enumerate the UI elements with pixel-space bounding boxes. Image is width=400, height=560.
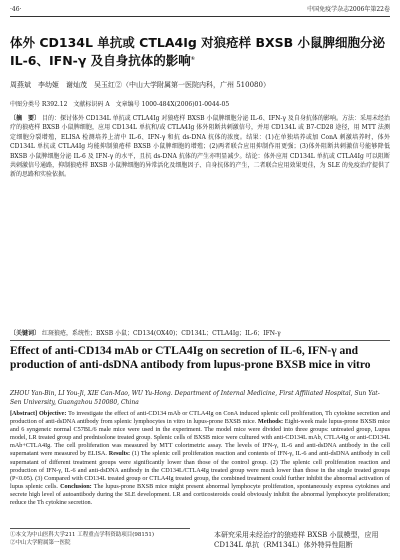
footnotes: [10, 528, 190, 547]
chinese-abstract-label: 〔摘 要〕: [10, 115, 41, 122]
results-label: Results:: [108, 450, 131, 458]
body-text-start: 本研究采用未经治疗的狼疮样 BXSB 小鼠模型，应用 CD134L 单抗（RM134L）体外特异性阻断: [214, 531, 379, 549]
methods-label: Methods:: [257, 418, 284, 426]
section-divider: [10, 340, 390, 341]
journal-name: 中国免疫学杂志2006年第22卷: [307, 6, 390, 13]
chinese-abstract-text: 目的：探讨体外 CD134L 单抗或 CTLA4Ig 对狼疮样 BXSB 小鼠脾细胞分泌 IL-6、IFN-γ 及自身抗体的影响。方法：采用未经治疗的狼疮样 BXSB 小鼠脾细胞，应用 CD134L 单抗和/或 CTLA4Ig 体外阻断共刺激信号，并用 CD134L 或 B7-CD28 途径，用 MTT 法测定细胞分裂增殖，ELISA 检测培养上清中 IL-6、IFN-γ 和抗 ds-DNA 抗体的浓度。结果：(1)在单独培养或加 ConA 刺激培养时，体外 CD134L 单抗或 CTLA4Ig 均能抑制狼疮样 BXSB 小鼠脾细胞的增殖；(2)两者联合应用抑制作用更强；(3)体外阻断共刺激信号能够降低 BXSB 小鼠脾细胞分泌 IL-6 及 IFN-γ 的水平，且抗 ds-DNA 抗体的产生亦明显减少。结论：体外应用 CD134L 单抗或 CTLA4Ig 可以阻断共刺激信号通路，抑制狼疮样 BXSB 小鼠脾细胞的异常活化及细胞因子、自身抗体的产生，二者联合应用效果更佳，为 SLE 的免疫治疗提供了新的思路和实验依据。: [10, 115, 390, 179]
chinese-title-text: 体外 CD134L 单抗或 CTLA4Ig 对狼疮样 BXSB 小鼠脾细胞分泌 IL-6、IFN-γ 及自身抗体的影响: [10, 35, 386, 69]
chinese-authors: 周燕斌 李幼姬 谢灿茂 吴玉红②（中山大学附属第一医院内科，广州 510080）: [10, 81, 270, 89]
chinese-title: [10, 34, 390, 69]
classification-line: 中图分类号 R392.12 文献标识码 A 文章编号 1000-484X(2006)01-0044-05: [10, 101, 230, 108]
chinese-keywords-text: 红斑狼疮，系统性；BXSB 小鼠；CD134(OX40)；CD134L；CTLA4Ig；IL-6；IFN-γ: [41, 330, 281, 337]
objective-label: Objective:: [38, 410, 67, 417]
footnote-funding: ①本文为中山医科大学211 工程重点学科资助项目(98151): [10, 532, 155, 538]
results-text: (1) The splenic cell proliferation reaction and contents of IFN-γ, IL-6 and anti-dsDNA antibody in cell supernatant of different treatment groups were significantly lower than those of the control group. (2) The splenic cell proliferation reaction and production of IFN-γ, IL-6 and anti-dsDNA antibody in the CD134L/CTLA4Ig treated group were much lower than those in the single treated groups (P<0.05). (3) Compared with CD134L treated group or CTLA4Ig treated group, the combined treatment could further inhibit the abnormal activation of lupus splenic cells.: [10, 450, 391, 490]
title-footnote-mark: ①: [190, 56, 195, 62]
footnote-affiliation: ②中山大学附属第一医院: [10, 540, 71, 546]
english-authors: ZHOU Yan-Bin, LI You-Ji, XIE Can-Mao, WU Yu-Hong. Department of Internal Medicine, First Affiliated Hospital, Sun Yat-Sen University, Guangzhou 510080, China: [10, 390, 380, 406]
chinese-keywords: [10, 329, 390, 338]
page-number: ·46·: [10, 6, 22, 13]
conclusion-text: The lupus-prone BXSB mice might present abnormal lymphocyte proliferation, spontaneously express cytokines and secrete high level of autoantibody during the SLE development. LR and corticosteroids could obviously inhibit the abnormal lymphocyte proliferation; reduce the Th cytokine secretion.: [10, 482, 391, 507]
methods-text: Eight-week male lupus-prone BXSB mice and 6 syngeneic normal C57BL/6 male mice were used in the experiment. The model mice were divided into three groups: untreated group, Lupus model, LR treated group and prednisolone treated group. Splenic cells of BXSB mice were cultured with anti-CD134L mAb, CTLA4Ig or anti-CD134L mAb+CTLA4Ig. The cell proliferation was measured by MTT colorimetric assay. The levels of IFN-γ, IL-6 and anti-dsDNA antibody in the cell supernatant were measured by ELISA.: [10, 418, 391, 458]
running-head: [10, 4, 390, 17]
english-abstract: [10, 410, 390, 507]
objective-text: To investigate the effect of anti-CD134 mAb or CTLA4Ig on ConA induced splenic cell proliferation, Th cytokine secretion and production of anti-dsDNA antibody from splenic lymphocytes in vitro in lupus-prone BXSB mice.: [10, 410, 390, 426]
english-abstract-label: [Abstract]: [10, 410, 38, 417]
conclusion-label: Conclusion:: [60, 482, 92, 490]
chinese-abstract: [10, 114, 390, 180]
english-title: Effect of anti-CD134 mAb or CTLA4Ig on secretion of IL-6, IFN-γ and production of anti-dsDNA antibody from lupus-prone BXSB mice in vitro: [10, 345, 371, 371]
chinese-keywords-label: 〔关键词〕: [10, 330, 41, 337]
